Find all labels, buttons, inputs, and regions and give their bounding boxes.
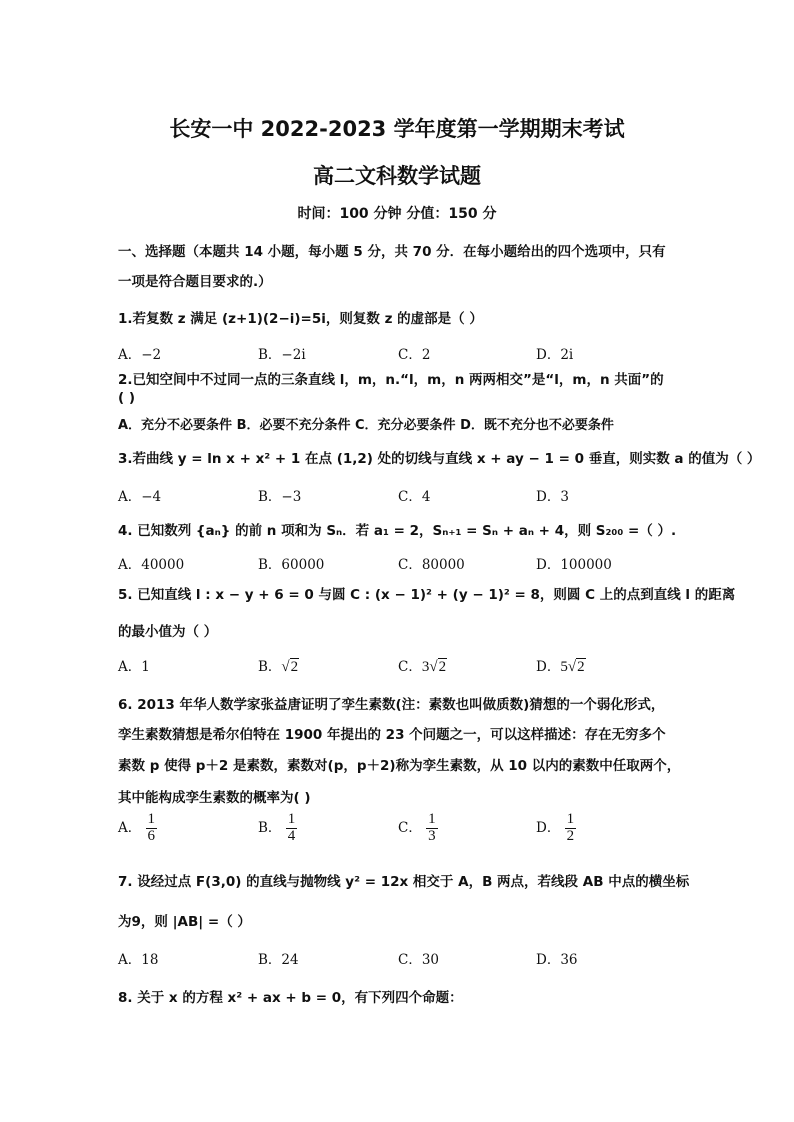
- question-6-stem-line1: 6. 2013 年华人数学家张益唐证明了孪生素数(注：素数也叫做质数)猜想的一个弱化形式，: [118, 697, 665, 713]
- question-7-option-d: D．36: [536, 952, 578, 968]
- question-3-option-a: A．−4: [118, 489, 162, 505]
- fraction: $\frac{1}{6}$: [147, 811, 156, 844]
- exam-title: 长安一中 2022-2023 学年度第一学期期末考试: [169, 117, 625, 141]
- question-5-option-b: [258, 655, 299, 676]
- section-heading-line1: 一、选择题（本题共 14 小题，每小题 5 分，共 70 分．在每小题给出的四个选项中，只有: [118, 244, 666, 260]
- question-6-option-a: [118, 812, 157, 845]
- question-1-option-b: B．−2i: [258, 347, 306, 363]
- question-2-stem-line1: 2.已知空间中不过同一点的三条直线 l，m，n.“l，m，n 两两相交”是“l，m，n 共面”的: [118, 372, 664, 388]
- question-5-stem-line2: 的最小值为（ ）: [118, 624, 218, 640]
- question-6-stem-line3: 素数 p 使得 p＋2 是素数，素数对(p，p＋2)称为孪生素数，从 10 以内的素数中任取两个，: [118, 758, 681, 774]
- radical-expression: 5√2: [560, 659, 585, 675]
- question-7-stem-line1: 7. 设经过点 F(3,0) 的直线与抛物线 y² = 12x 相交于 A，B 两点，若线段 AB 中点的横坐标: [118, 874, 690, 890]
- question-5-option-a: A．1: [118, 659, 150, 675]
- question-6-stem-line2: 孪生素数猜想是希尔伯特在 1900 年提出的 23 个问题之一，可以这样描述：存在无穷多个: [118, 727, 666, 743]
- radical-expression: 3√2: [421, 659, 447, 675]
- question-7-option-c: C．30: [398, 952, 440, 968]
- question-3-stem: 3.若曲线 y = ln x + x² + 1 在点 (1,2) 处的切线与直线 x + ay − 1 = 0 垂直，则实数 a 的值为（ ）: [118, 451, 761, 467]
- question-1-option-d: D．2i: [536, 347, 574, 363]
- option-label: C．: [398, 819, 422, 836]
- question-6-stem-line4: 其中能构成孪生素数的概率为( ): [118, 790, 311, 806]
- question-7-option-a: A．18: [118, 952, 159, 968]
- question-4-option-a: A．40000: [118, 557, 185, 573]
- fraction: $\frac{1}{4}$: [287, 811, 296, 844]
- question-3-option-b: B．−3: [258, 489, 302, 505]
- question-4-option-d: D．100000: [536, 557, 612, 573]
- question-6-option-b: [258, 812, 297, 845]
- question-6-option-d: [536, 812, 576, 845]
- question-5-option-c: [398, 655, 447, 676]
- section-heading-line2: 一项是符合题目要求的.）: [118, 274, 272, 290]
- question-1-option-c: C．2: [398, 347, 431, 363]
- option-label: D．: [536, 819, 561, 836]
- question-6-option-c: [398, 812, 438, 845]
- question-7-option-b: B．24: [258, 952, 299, 968]
- exam-meta: 时间：100 分钟 分值：150 分: [297, 206, 497, 222]
- question-2-options: A．充分不必要条件 B．必要不充分条件 C．充分必要条件 D．既不充分也不必要条件: [118, 418, 614, 433]
- question-4-option-c: C．80000: [398, 557, 465, 573]
- question-8-stem: 8. 关于 x 的方程 x² + ax + b = 0，有下列四个命题：: [118, 990, 463, 1006]
- exam-subtitle: 高二文科数学试题: [313, 164, 481, 188]
- radical-expression: √2: [281, 659, 299, 675]
- question-1-stem: 1.若复数 z 满足 (z+1)(2−i)=5i，则复数 z 的虚部是（ ）: [118, 311, 483, 327]
- question-4-option-b: B．60000: [258, 557, 325, 573]
- option-label: C．: [398, 659, 422, 675]
- fraction: $\frac{1}{3}$: [428, 811, 436, 844]
- option-label: D．: [536, 659, 561, 675]
- question-1-option-a: A．−2: [118, 347, 162, 363]
- question-3-option-c: C．4: [398, 489, 431, 505]
- question-5-option-d: [536, 655, 586, 676]
- option-label: A．: [118, 819, 142, 836]
- option-label: B．: [258, 819, 282, 836]
- question-2-stem-line2: ( ): [118, 390, 136, 406]
- question-5-stem-line1: 5. 已知直线 l : x − y + 6 = 0 与圆 C : (x − 1)² + (y − 1)² = 8，则圆 C 上的点到直线 l 的距离: [118, 587, 736, 603]
- question-7-stem-line2: 为9，则 |AB| =（ ）: [118, 914, 251, 930]
- question-3-option-d: D．3: [536, 489, 569, 505]
- fraction: $\frac{1}{2}$: [566, 811, 575, 844]
- question-4-stem: 4. 已知数列 {aₙ} 的前 n 项和为 Sₙ．若 a₁ = 2，Sₙ₊₁ = Sₙ + aₙ + 4，则 S₂₀₀ =（ ）.: [118, 523, 677, 539]
- option-label: B．: [258, 659, 282, 675]
